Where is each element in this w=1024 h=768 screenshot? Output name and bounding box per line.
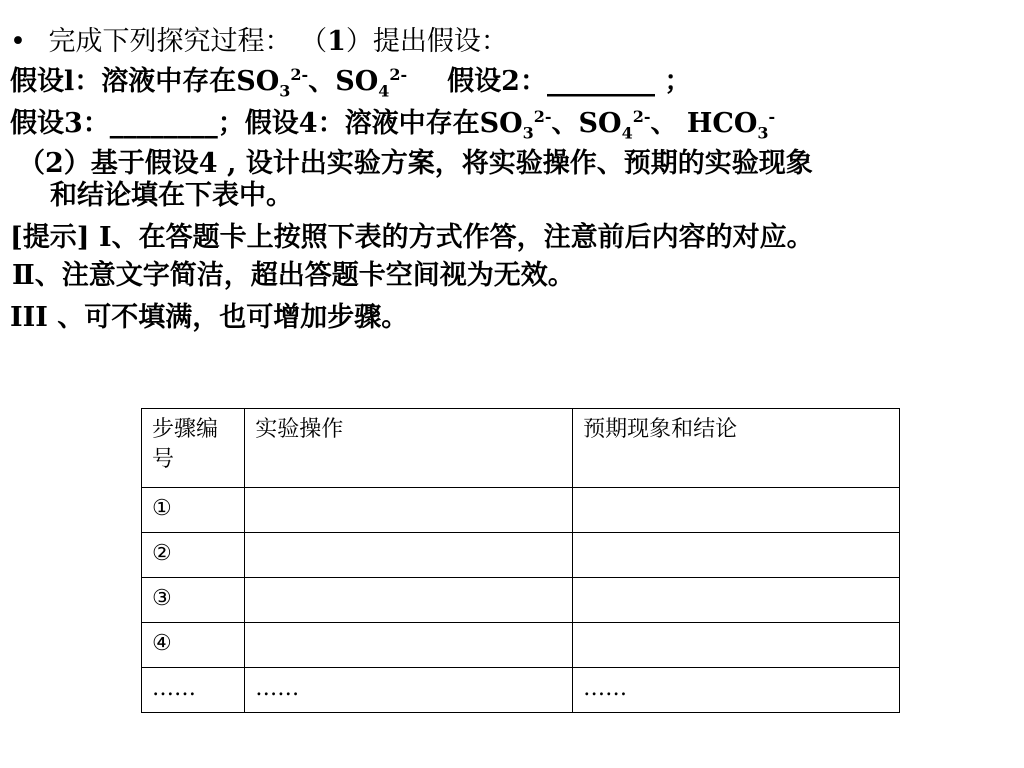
bullet: • [10,26,26,57]
task-line-cont: 和结论填在下表中。 [50,180,293,211]
hint-line-1: [提示] I、在答题卡上按照下表的方式作答，注意前后内容的对应。 [10,222,814,253]
hco3-subscript: 3 [757,123,769,143]
step-cell: ② [142,533,245,578]
intro-end: ）提出假设： [345,26,508,57]
hco3-superscript: - [768,107,776,126]
operation-cell[interactable]: …… [245,668,573,713]
hypothesis-line-1 [10,64,691,100]
table-row [142,623,900,668]
experiment-table [141,408,900,713]
operation-cell[interactable] [245,578,573,623]
operation-cell[interactable] [245,488,573,533]
task-line: （2）基于假设4 , 设计出实验方案，将实验操作、预期的实验现象 [18,148,813,179]
so4-subscript: 4 [621,123,633,143]
header-operation: 实验操作 [245,409,573,488]
table-row [142,533,900,578]
table-row [142,578,900,623]
so3-subscript: 3 [279,81,291,101]
hypothesis-line-2 [10,106,775,142]
hypothesis-3-blank[interactable]: ________； [109,108,245,139]
intro-text: 完成下列探究过程： （ [48,26,328,57]
so4-subscript: 4 [378,81,390,101]
result-cell[interactable] [573,578,900,623]
so4-superscript: 2- [389,65,408,84]
step-cell: …… [142,668,245,713]
result-cell[interactable] [573,623,900,668]
step-cell: ④ [142,623,245,668]
separator: 、SO [551,108,622,139]
table-header-row [142,409,900,488]
separator: 、SO [308,66,379,97]
hint-line-2: Ⅱ、注意文字简洁，超出答题卡空间视为无效。 [12,260,575,291]
so3-subscript: 3 [522,123,534,143]
hypothesis-2-blank[interactable]: ________ ； [546,66,692,97]
hypothesis-3-label: 假设3： [10,108,110,139]
step-cell: ③ [142,578,245,623]
result-cell[interactable]: …… [573,668,900,713]
hint-line-3: III 、可不填满，也可增加步骤。 [10,302,409,333]
table-row [142,488,900,533]
hypothesis-1: 假设l：溶液中存在SO [10,66,280,97]
separator: 、 HCO [650,108,758,139]
intro-number: 1 [327,26,346,57]
so3-superscript: 2- [533,107,552,126]
header-step-number: 步骤编号 [142,409,245,488]
result-cell[interactable] [573,533,900,578]
so3-superscript: 2- [290,65,309,84]
step-cell: ① [142,488,245,533]
table-row [142,668,900,713]
operation-cell[interactable] [245,533,573,578]
operation-cell[interactable] [245,623,573,668]
header-expected-result: 预期现象和结论 [573,409,900,488]
so4-superscript: 2- [632,107,651,126]
intro-line [10,24,508,60]
result-cell[interactable] [573,488,900,533]
hypothesis-4: 假设4：溶液中存在SO [244,108,523,139]
hypothesis-2-label: 假设2： [447,66,547,97]
